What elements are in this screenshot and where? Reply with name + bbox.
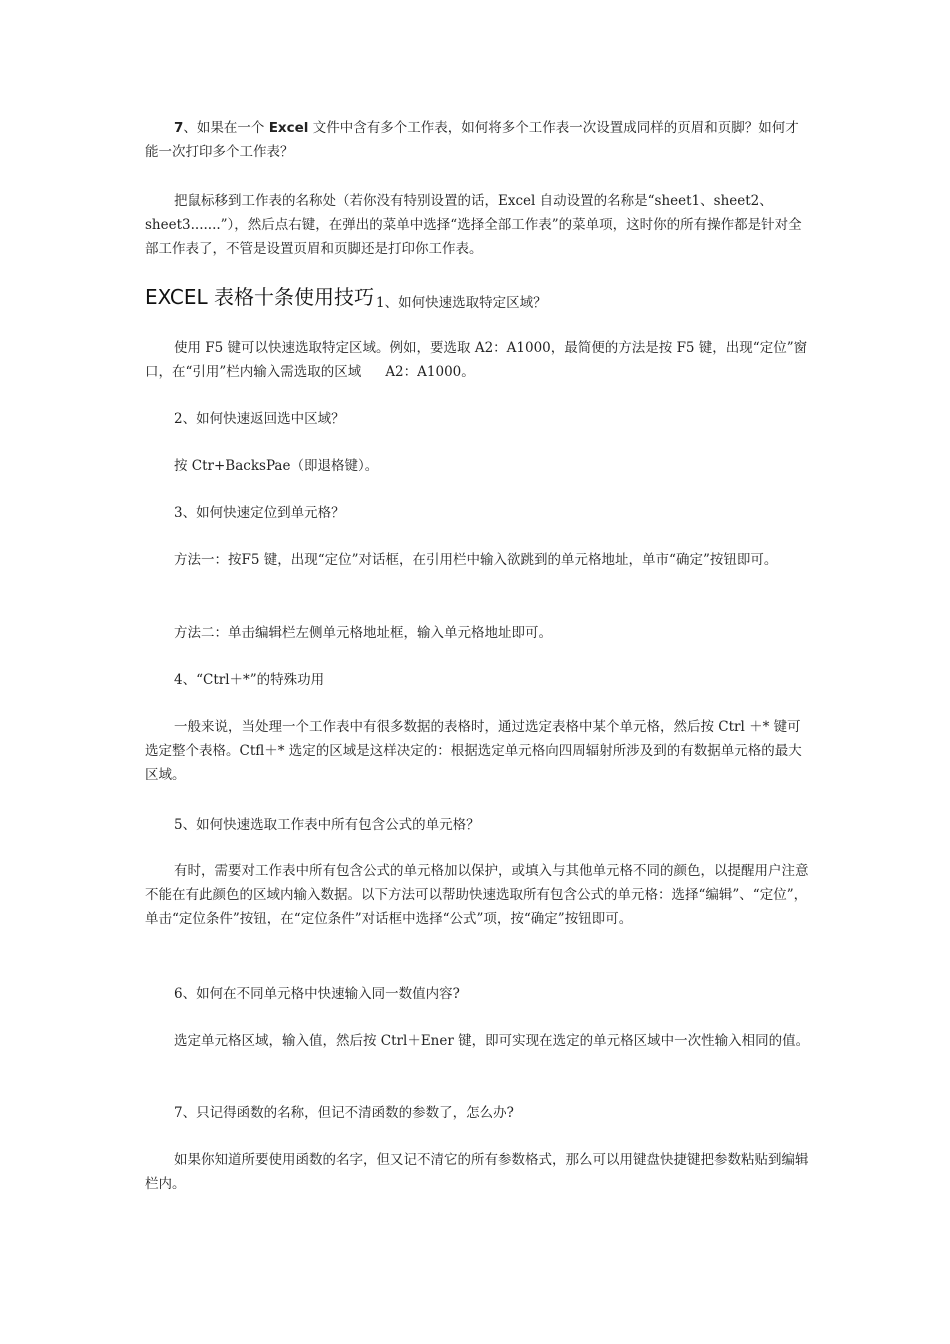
question-2: 2、如何快速返回选中区域？ — [174, 411, 345, 427]
question-7-text-a: 、如果在一个 — [183, 120, 269, 136]
answer-3-method-1: 方法一：按F5 键，出现“定位”对话框，在引用栏中输入欲跳到的单元格地址，单市“确定”按钮即可。 — [174, 552, 778, 568]
question-4: 4、“Ctrl＋*”的特殊功用 — [174, 672, 325, 688]
answer-5: 有时，需要对工作表中所有包含公式的单元格加以保护，或填入与其他单元格不同的颜色，以提醒用户注意不能在有此颜色的区域内输入数据。以下方法可以帮助快速选取所有包含公式的单元格：选择“编辑”、“定位”，单击“定位条件”按钮，在“定位条件”对话框中选择“公式”项，按“确定”按钮即可。 — [145, 863, 809, 927]
question-7-number: 7 — [174, 120, 184, 136]
question-7-intro — [145, 116, 810, 164]
answer-4: 一般来说，当处理一个工作表中有很多数据的表格时，通过选定表格中某个单元格，然后按 Ctrl ＋* 键可选定整个表格。Ctfl＋* 选定的区域是这样决定的：根据选定单元格向四周辐射所涉及到的有数据单元格的最大区域。 — [145, 719, 802, 783]
answer-1-text: 使用 F5 键可以快速选取特定区域。例如，要选取 A2：A1000，最简便的方法是按 F5 键，出现“定位”窗口，在“引用”栏内输入需选取的区域 — [145, 340, 808, 380]
section-heading — [145, 281, 547, 310]
question-3: 3、如何快速定位到单元格？ — [174, 505, 345, 521]
question-7: 7、只记得函数的名称，但记不清函数的参数了，怎么办? — [174, 1105, 514, 1121]
question-5: 5、如何快速选取工作表中所有包含公式的单元格？ — [174, 817, 480, 833]
answer-2: 按 Ctr+BacksPae（即退格键）。 — [174, 458, 379, 474]
question-7-text-b: 文件中含有多个工作表，如何将多个工作表一次设置成同样的页眉和页脚？如何才能一次打印多个工作表？ — [145, 120, 799, 160]
question-6: 6、如何在不同单元格中快速输入同一数值内容? — [174, 986, 460, 1002]
question-1: 1、如何快速选取特定区域？ — [375, 295, 547, 311]
answer-3-method-2: 方法二：单击编辑栏左侧单元格地址框，输入单元格地址即可。 — [174, 625, 552, 641]
answer-7: 如果你知道所要使用函数的名字，但又记不清它的所有参数格式，那么可以用键盘快捷键把参数粘贴到编辑栏内。 — [145, 1152, 809, 1192]
answer-7-intro: 把鼠标移到工作表的名称处（若你没有特别设置的话，Excel 自动设置的名称是“sheet1、sheet2、sheet3.......”），然后点右键，在弹出的菜单中选择“选择全部工作表”的菜单项，这时你的所有操作都是针对全部工作表了，不管是设置页眉和页脚还是打印你工作表。 — [145, 193, 802, 257]
answer-1 — [145, 336, 810, 384]
answer-6: 选定单元格区域，输入值，然后按 Ctrl＋Ener 键，即可实现在选定的单元格区域中一次性输入相同的值。 — [174, 1033, 810, 1049]
answer-1-range: A2：A1000。 — [385, 364, 475, 380]
question-7-excel: Excel — [268, 120, 309, 136]
section-title: EXCEL 表格十条使用技巧 — [145, 285, 374, 309]
